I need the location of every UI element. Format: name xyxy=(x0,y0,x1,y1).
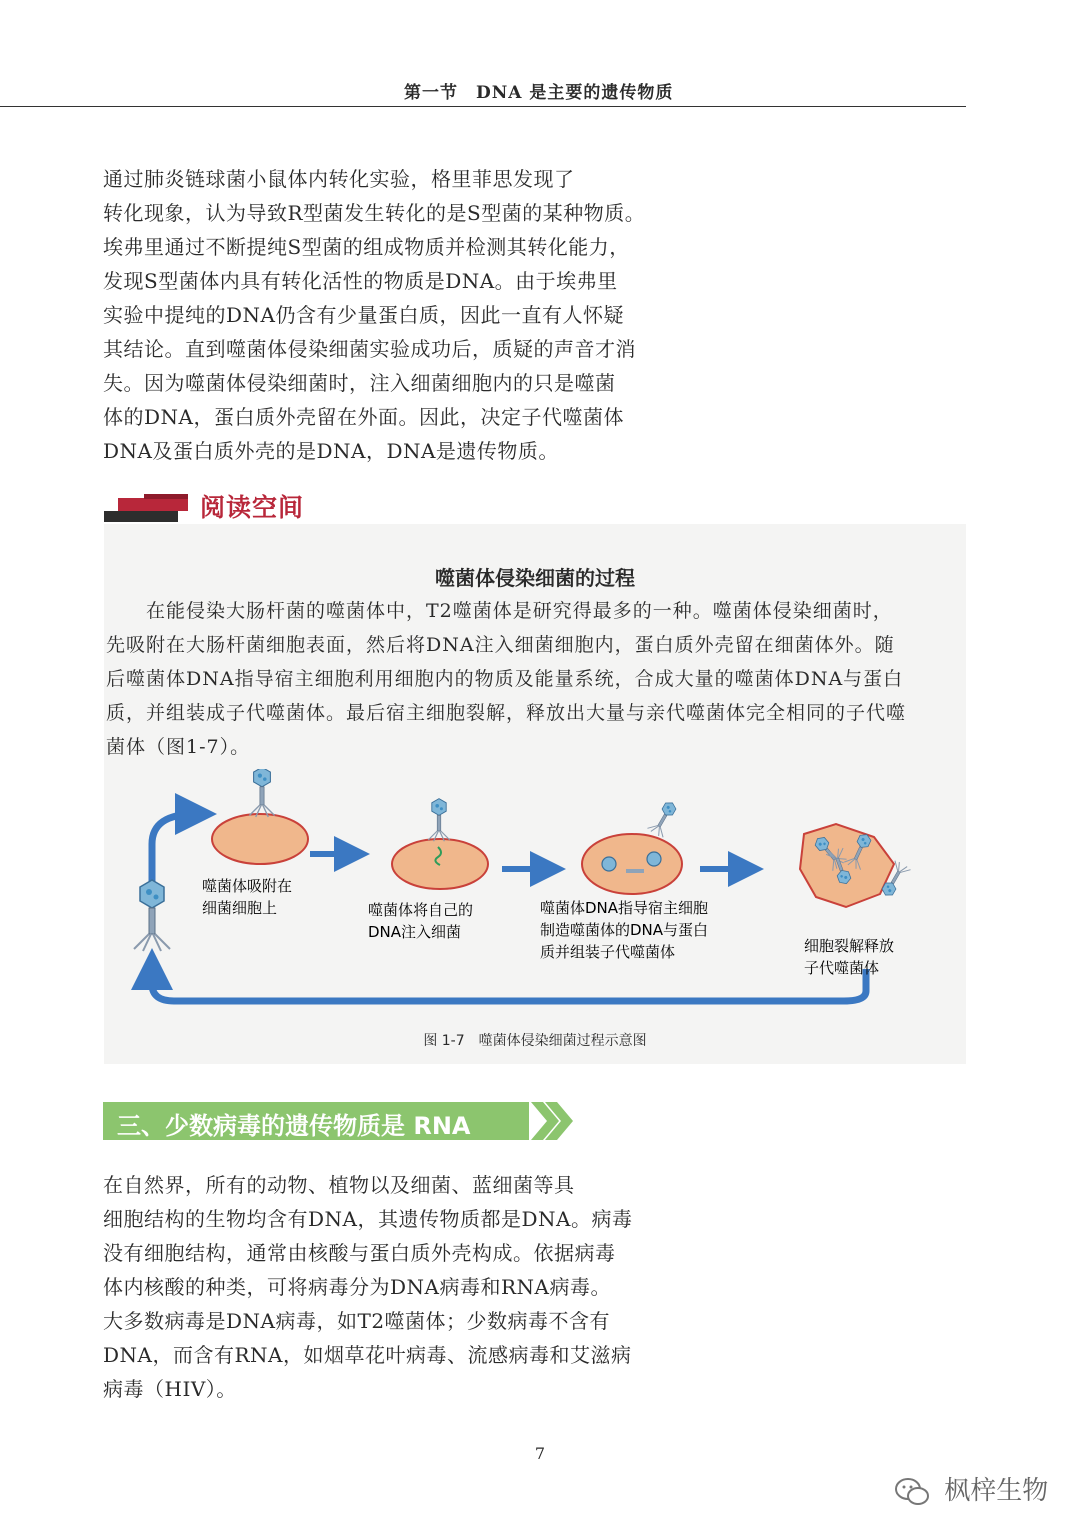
book-stack-icon-top xyxy=(144,494,188,499)
step3-label-line3: 质并组装子代噬菌体 xyxy=(540,943,676,961)
phage-head-icon xyxy=(602,857,616,871)
watermark-text: 枫梓生物 xyxy=(944,1476,1049,1506)
page-number: 7 xyxy=(534,1444,546,1463)
section3-title: 三、少数病毒的遗传物质是 RNA xyxy=(117,1112,471,1140)
reading-subtitle: 噬菌体侵染细菌的过程 xyxy=(435,566,635,590)
watermark xyxy=(894,1470,1048,1507)
reading-text: 在能侵染大肠杆菌的噬菌体中，T2噬菌体是研究得最多的一种。噬菌体侵染细菌时， 先吸附在大肠杆菌细胞表面，然后将DNA注入细菌细胞内，蛋白质外壳留在细菌体外。随 后噬菌体DNA指导宿主细胞利用细胞内的物质及能量系统，合成大量的噬菌体DNA与蛋白 质，并组装成子代噬菌体。最后宿主细胞裂解，释放出大量与亲代噬菌体完全相同的子代噬 菌体（图1-7）。 xyxy=(106,600,907,758)
book-stack-icon-base xyxy=(104,511,178,522)
step3-label-line1: 噬菌体DNA指导宿主细胞 xyxy=(540,899,709,917)
figure-caption: 图 1-7 噬菌体侵染细菌过程示意图 xyxy=(423,1033,647,1049)
bacterium-cell-1 xyxy=(212,814,308,864)
book-stack-icon xyxy=(118,498,188,511)
step3-label-line2: 制造噬菌体的DNA与蛋白 xyxy=(540,921,709,939)
double-chevron-icon xyxy=(529,1100,573,1142)
cycle-arrow-bottom xyxy=(152,969,866,1001)
body-paragraph-2: 在自然界，所有的动物、植物以及细菌、蓝细菌等具 细胞结构的生物均含有DNA，其遗传物质都是DNA。病毒 没有细胞结构，通常由核酸与蛋白质外壳构成。依据病毒 体内核酸的种类，可将病毒分为DNA病毒和RNA病毒。 大多数病毒是DNA病毒，如T2噬菌体；少数病毒不含有 DNA，而含有RNA，如烟草花叶病毒、流感病毒和艾滋病 病毒（HIV）。 xyxy=(103,1173,633,1401)
section3-heading-bar xyxy=(103,1102,529,1140)
reading-space-title: 阅读空间 xyxy=(200,493,305,522)
reading-space-header xyxy=(104,488,966,525)
phage-head-icon xyxy=(647,852,661,866)
replicating-phage-icon xyxy=(647,798,680,838)
step2-label-line1: 噬菌体将自己的 xyxy=(368,901,474,919)
page-header xyxy=(0,70,966,107)
attached-phage-icon xyxy=(249,769,274,817)
reading-space-box xyxy=(104,524,966,1064)
bacterium-cell-3 xyxy=(582,834,682,894)
free-phage-icon xyxy=(134,880,170,951)
injecting-phage-icon xyxy=(428,799,450,842)
wechat-icon xyxy=(894,1477,930,1507)
step2-label-line2: DNA注入细菌 xyxy=(368,923,462,941)
body-paragraph-1: 通过肺炎链球菌小鼠体内转化实验，格里菲思发现了 转化现象，认为导致R型菌发生转化的是S型菌的某种物质。 埃弗里通过不断提纯S型菌的组成物质并检测其转化能力， 发现S型菌体内具有转化活性的物质是DNA。由于埃弗里 实验中提纯的DNA仍含有少量蛋白质，因此一直有人怀疑 其结论。直到噬菌体侵染细菌实验成功后，质疑的声音才消 失。因为噬菌体侵染细菌时，注入细菌细胞内的只是噬菌 体的DNA，蛋白质外壳留在外面。因此，决定子代噬菌体 DNA及蛋白质外壳的是DNA，DNA是遗传物质。 xyxy=(103,167,646,463)
header-title: 第一节 DNA 是主要的遗传物质 xyxy=(404,83,674,103)
step4-label-line2: 子代噬菌体 xyxy=(804,959,880,977)
phage-infection-diagram xyxy=(104,769,966,1019)
cycle-arrow-top xyxy=(152,814,196,894)
step1-label-line2: 细菌细胞上 xyxy=(202,899,278,917)
step1-label-line1: 噬菌体吸附在 xyxy=(202,877,293,895)
phage-tail-icon xyxy=(626,869,644,873)
lysed-cell xyxy=(800,824,894,907)
step4-label-line1: 细胞裂解释放 xyxy=(804,937,895,955)
